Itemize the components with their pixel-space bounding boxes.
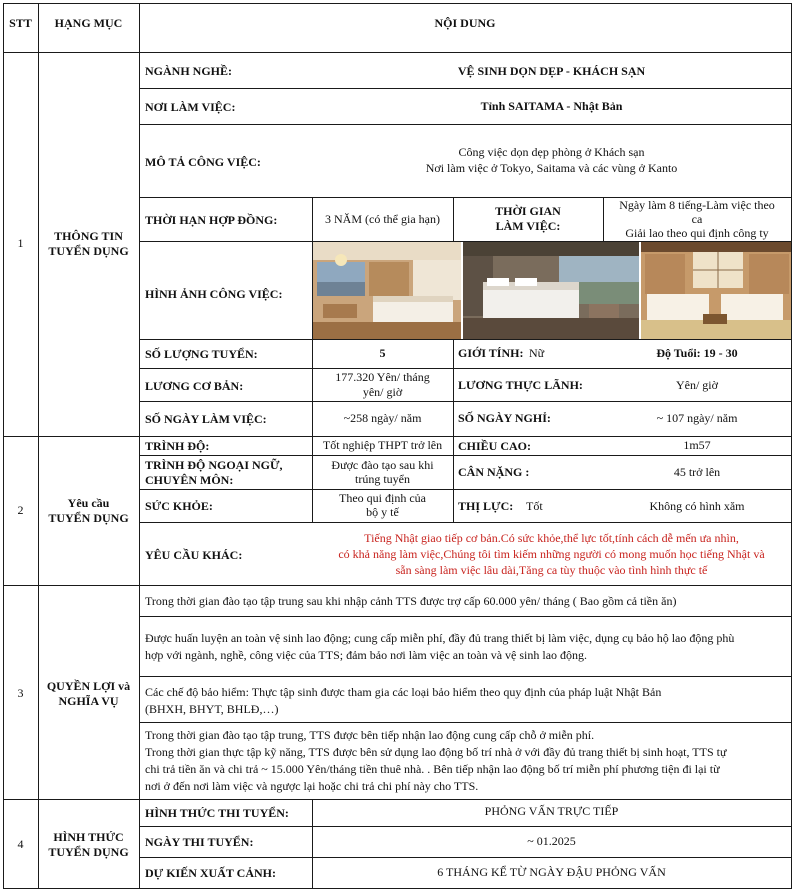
gender-value: Nữ [529,346,545,360]
other-req-line3: sẵn sàng làm việc lâu dài,Tăng ca tùy thuộc vào tình hình thực tế [395,563,708,577]
work-time-line3: Giải lao theo qui định công ty [625,226,769,240]
quantity-label: SỐ LƯỢNG TUYỂN: [145,347,258,361]
exam-form-label: HÌNH THỨC THI TUYỂN: [145,806,289,820]
job-desc-line1: Công việc dọn dẹp phòng ở Khách sạn [458,145,645,159]
job-field-value: VỆ SINH DỌN DẸP - KHÁCH SẠN [457,64,646,78]
header-category: HẠNG MỤC [54,16,123,30]
exam-date-label: NGÀY THI TUYỂN: [145,835,254,849]
section3-title-line1: QUYỀN LỢI và [46,679,131,693]
hotel-photo-2 [463,242,639,339]
language-line1: Được đào tạo sau khi [331,458,434,472]
language-label-line2: CHUYÊN MÔN: [145,473,234,487]
benefit-paragraph-3-line1: Các chế độ bảo hiểm: Thực tập sinh được tham gia các loại bảo hiểm theo quy định của pháp luật Nhật Bản [145,685,662,699]
section1-title-line1: THÔNG TIN [54,229,123,243]
tattoo-note: Không có hình xăm [649,499,745,513]
header-content: NỘI DUNG [434,16,496,30]
benefit-paragraph-2-line1: Được huấn luyện an toàn vệ sinh lao động; cung cấp miễn phí, đầy đủ trang thiết bị làm việc, dụng cụ bảo hộ lao động phù [145,631,735,645]
education-value: Tốt nghiệp THPT trở lên [322,438,443,452]
benefit-paragraph-4-line3: chi trả tiền ăn và chi trả ~ 15.000 Yên/tháng tiền thuê nhà. . Bên tiếp nhận lao động bố trí miễn phí phương tiện đi lại từ [145,762,720,776]
section2-title-line2: TUYỂN DỤNG [48,511,129,525]
section4-title-line2: TUYỂN DỤNG [48,845,129,859]
work-place-value: Tỉnh SAITAMA - Nhật Bản [480,99,623,113]
section3-title-line2: NGHĨA VỤ [58,694,119,708]
hotel-photo-1 [313,242,461,339]
health-line1: Theo qui định của [339,491,426,505]
benefit-paragraph-2-line2: hợp với ngành, nghề, công việc của TTS; đảm bảo nơi làm việc an toàn và vệ sinh lao động. [145,648,588,662]
benefit-paragraph-1: Trong thời gian đào tạo tập trung sau khi nhập cảnh TTS được trợ cấp 60.000 yên/ tháng ( Bao gồm cả tiền ăn) [145,594,677,608]
benefit-paragraph-3-line2: (BHXH, BHYT, BHLĐ,…) [145,702,279,716]
benefit-paragraph-4-line1: Trong thời gian đào tạo tập trung, TTS được bên tiếp nhận lao động cung cấp chỗ ở miễn phí. [145,728,595,742]
header-stt: STT [9,16,32,30]
job-field-label: NGÀNH NGHỀ: [145,64,232,78]
other-req-line1: Tiếng Nhật giao tiếp cơ bản.Có sức khỏe,thể lực tốt,tính cách dễ mến ưa nhìn, [364,531,739,545]
off-days-label: SỐ NGÀY NGHỈ: [458,411,551,425]
base-salary-label: LƯƠNG CƠ BẢN: [145,379,244,393]
gender-label: GIỚI TÍNH: [458,346,524,360]
off-days-value: ~ 107 ngày/ năm [656,411,738,425]
health-line2: bộ y tế [366,505,399,519]
weight-value: 45 trở lên [673,465,721,479]
exam-date-value: ~ 01.2025 [527,834,576,848]
section4-title-line1: HÌNH THỨC [53,830,124,844]
contract-value: 3 NĂM (có thể gia hạn) [325,212,440,226]
departure-value: 6 THÁNG KỂ TỪ NGÀY ĐẬU PHỎNG VẤN [437,865,666,879]
section2-title-line1: Yêu cầu [67,496,110,510]
eyesight-label: THỊ LỰC: [458,499,514,513]
work-time-line2: ca [691,212,703,226]
education-label: TRÌNH ĐỘ: [145,439,210,453]
section3-number: 3 [17,686,24,700]
section1-number: 1 [17,236,24,250]
photos-label: HÌNH ẢNH CÔNG VIỆC: [145,287,283,301]
job-desc-label: MÔ TẢ CÔNG VIỆC: [145,155,261,169]
work-time-label-line1: THỜI GIAN [495,204,561,218]
job-desc-line2: Nơi làm việc ở Tokyo, Saitama và các vùng ở Kanto [425,161,678,175]
language-label-line1: TRÌNH ĐỘ NGOẠI NGỮ, [145,458,283,472]
work-time-label-line2: LÀM VIỆC: [495,219,561,233]
hotel-photo-3 [641,242,791,339]
work-place-label: NƠI LÀM VIỆC: [145,100,236,114]
age-range: Độ Tuổi: 19 - 30 [656,346,738,360]
exam-form-value: PHỎNG VẤN TRỰC TIẾP [484,804,619,818]
work-days-label: SỐ NGÀY LÀM VIỆC: [145,412,267,426]
benefit-paragraph-4-line2: Trong thời gian thực tập kỹ năng, TTS được bên sử dụng lao động bố trí nhà ở với đầy đủ trang thiết bị sinh hoạt, TTS tự [145,745,727,759]
language-line2: trúng tuyển [355,472,410,486]
height-value: 1m57 [683,438,711,452]
weight-label: CÂN NẶNG : [458,465,530,479]
section2-number: 2 [17,503,24,517]
contract-label: THỜI HẠN HỢP ĐỒNG: [145,213,278,227]
quantity-value: 5 [379,346,386,360]
other-req-line2: có khả năng làm việc,Chúng tôi tìm kiếm những người có mong muốn học tiếng Nhật và [338,547,765,561]
net-salary-value: Yên/ giờ [675,378,718,392]
work-time-line1: Ngày làm 8 tiếng-Làm việc theo [619,198,775,212]
health-label: SỨC KHỎE: [145,499,213,513]
height-label: CHIỀU CAO: [458,439,532,453]
work-days-value: ~258 ngày/ năm [343,411,422,425]
base-salary-line2: yên/ giờ [362,385,403,399]
base-salary-line1: 177.320 Yên/ tháng [335,370,430,384]
section4-number: 4 [17,837,24,851]
other-req-label: YÊU CẦU KHÁC: [145,548,243,562]
benefit-paragraph-4-line4: nơi ở đến nơi làm việc và ngược lại hoặc chi trả chi phí này cho TTS. [145,779,479,793]
net-salary-label: LƯƠNG THỰC LÃNH: [458,378,583,392]
eyesight-value: Tốt [526,499,543,513]
section1-title-line2: TUYỂN DỤNG [48,244,129,258]
departure-label: DỰ KIẾN XUẤT CẢNH: [145,866,277,880]
